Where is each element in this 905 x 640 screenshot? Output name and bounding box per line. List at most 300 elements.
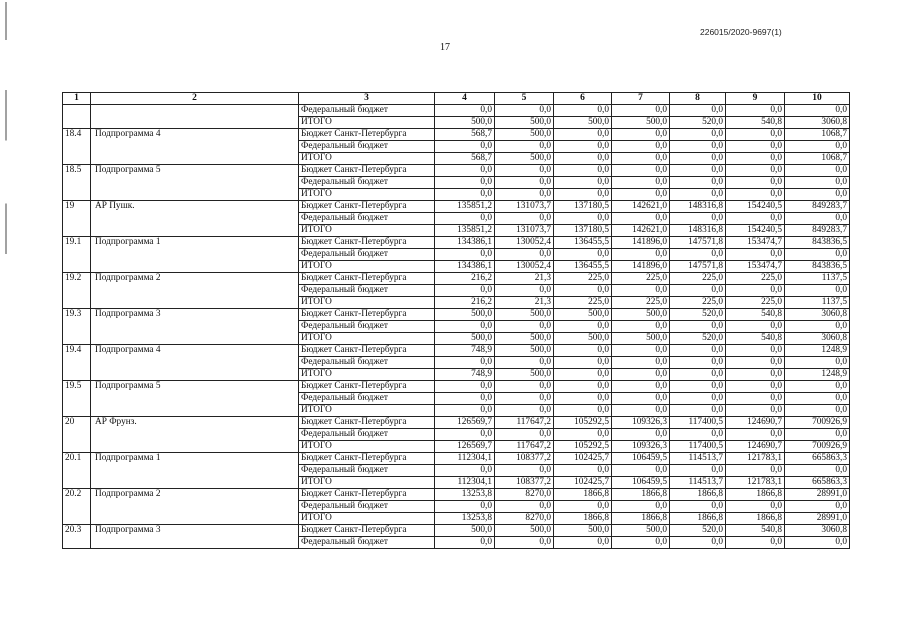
funding-source-cell: Бюджет Санкт-Петербурга [299,453,435,465]
value-cell: 0,0 [495,177,554,189]
value-cell: 0,0 [435,501,495,513]
funding-source-cell: Федеральный бюджет [299,285,435,297]
value-cell: 0,0 [495,537,554,549]
value-cell: 0,0 [554,345,612,357]
value-cell: 0,0 [554,189,612,201]
value-cell: 500,0 [435,117,495,129]
funding-source-cell: Бюджет Санкт-Петербурга [299,165,435,177]
value-cell: 130052,4 [495,261,554,273]
funding-source-cell: ИТОГО [299,477,435,489]
value-cell: 0,0 [495,321,554,333]
value-cell: 0,0 [554,465,612,477]
value-cell: 21,3 [495,297,554,309]
funding-source-cell: Федеральный бюджет [299,213,435,225]
value-cell: 500,0 [554,117,612,129]
value-cell: 141896,0 [612,237,670,249]
table-row [63,345,850,357]
column-header: 4 [435,93,495,105]
value-cell: 148316,8 [670,225,726,237]
value-cell: 121783,1 [726,453,785,465]
value-cell: 0,0 [554,141,612,153]
value-cell: 1866,8 [554,489,612,501]
value-cell: 0,0 [612,141,670,153]
value-cell: 105292,5 [554,417,612,429]
funding-source-cell: ИТОГО [299,225,435,237]
value-cell: 0,0 [612,129,670,141]
value-cell: 0,0 [554,177,612,189]
program-name-cell: АР Пушк. [91,201,299,237]
table-row [63,165,850,177]
value-cell: 500,0 [435,333,495,345]
value-cell: 0,0 [726,213,785,225]
value-cell: 0,0 [612,285,670,297]
value-cell: 500,0 [495,117,554,129]
program-name-cell: Подпрограмма 3 [91,525,299,549]
table-row [63,489,850,501]
value-cell: 137180,5 [554,201,612,213]
value-cell: 0,0 [495,465,554,477]
value-cell: 0,0 [726,141,785,153]
value-cell: 0,0 [435,105,495,117]
value-cell: 0,0 [726,393,785,405]
value-cell: 0,0 [435,381,495,393]
value-cell: 0,0 [554,429,612,441]
value-cell: 1248,9 [785,345,850,357]
value-cell: 568,7 [435,153,495,165]
value-cell: 500,0 [495,525,554,537]
value-cell: 0,0 [726,165,785,177]
value-cell: 117647,2 [495,441,554,453]
value-cell: 216,2 [435,297,495,309]
row-number-cell: 19.5 [63,381,91,417]
program-name-cell: Подпрограмма 2 [91,273,299,309]
value-cell: 0,0 [554,105,612,117]
value-cell: 0,0 [726,249,785,261]
value-cell: 0,0 [670,213,726,225]
value-cell: 0,0 [670,537,726,549]
value-cell: 106459,5 [612,453,670,465]
value-cell: 0,0 [554,165,612,177]
value-cell: 134386,1 [435,237,495,249]
value-cell: 109326,3 [612,441,670,453]
scan-margin-mark [5,2,7,632]
value-cell: 0,0 [726,177,785,189]
value-cell: 0,0 [785,285,850,297]
value-cell: 0,0 [726,321,785,333]
column-header: 5 [495,93,554,105]
value-cell: 843836,5 [785,237,850,249]
value-cell: 0,0 [554,405,612,417]
value-cell: 0,0 [612,537,670,549]
value-cell: 0,0 [554,153,612,165]
funding-source-cell: ИТОГО [299,441,435,453]
funding-source-cell: Бюджет Санкт-Петербурга [299,417,435,429]
value-cell: 700926,9 [785,441,850,453]
row-number-cell: 20 [63,417,91,453]
funding-source-cell: Федеральный бюджет [299,357,435,369]
value-cell: 0,0 [554,213,612,225]
value-cell: 0,0 [435,465,495,477]
funding-source-cell: Бюджет Санкт-Петербурга [299,345,435,357]
value-cell: 0,0 [435,141,495,153]
value-cell: 0,0 [785,189,850,201]
value-cell: 148316,8 [670,201,726,213]
value-cell: 131073,7 [495,225,554,237]
value-cell: 0,0 [612,321,670,333]
value-cell: 108377,2 [495,453,554,465]
value-cell: 0,0 [612,105,670,117]
value-cell: 102425,7 [554,477,612,489]
program-name-cell: Подпрограмма 4 [91,129,299,165]
funding-source-cell: ИТОГО [299,405,435,417]
value-cell: 3060,8 [785,333,850,345]
value-cell: 0,0 [670,393,726,405]
value-cell: 0,0 [495,393,554,405]
program-name-cell [91,105,299,129]
value-cell: 1866,8 [726,513,785,525]
value-cell: 0,0 [435,249,495,261]
value-cell: 0,0 [435,213,495,225]
value-cell: 142621,0 [612,201,670,213]
value-cell: 8270,0 [495,513,554,525]
table-row [63,417,850,429]
funding-source-cell: Бюджет Санкт-Петербурга [299,489,435,501]
value-cell: 106459,5 [612,477,670,489]
value-cell: 0,0 [670,165,726,177]
value-cell: 500,0 [612,333,670,345]
value-cell: 500,0 [435,309,495,321]
funding-source-cell: ИТОГО [299,513,435,525]
page-number: 17 [440,42,450,53]
value-cell: 0,0 [670,189,726,201]
funding-source-cell: Федеральный бюджет [299,249,435,261]
value-cell: 0,0 [495,105,554,117]
funding-source-cell: Бюджет Санкт-Петербурга [299,381,435,393]
value-cell: 0,0 [554,501,612,513]
value-cell: 500,0 [495,369,554,381]
value-cell: 28991,0 [785,489,850,501]
value-cell: 0,0 [670,105,726,117]
value-cell: 225,0 [670,273,726,285]
value-cell: 520,0 [670,117,726,129]
value-cell: 0,0 [554,357,612,369]
document-code: 226015/2020-9697(1) [700,27,782,37]
value-cell: 141896,0 [612,261,670,273]
value-cell: 0,0 [612,369,670,381]
value-cell: 1866,8 [670,513,726,525]
funding-source-cell: Федеральный бюджет [299,321,435,333]
value-cell: 0,0 [612,357,670,369]
funding-source-cell: Бюджет Санкт-Петербурга [299,129,435,141]
value-cell: 0,0 [785,501,850,513]
value-cell: 0,0 [785,429,850,441]
funding-source-cell: Федеральный бюджет [299,141,435,153]
funding-source-cell: ИТОГО [299,117,435,129]
value-cell: 665863,3 [785,477,850,489]
table-row [63,273,850,285]
value-cell: 0,0 [435,321,495,333]
value-cell: 0,0 [495,189,554,201]
value-cell: 0,0 [726,405,785,417]
value-cell: 137180,5 [554,225,612,237]
value-cell: 154240,5 [726,201,785,213]
funding-source-cell: ИТОГО [299,297,435,309]
value-cell: 124690,7 [726,441,785,453]
value-cell: 0,0 [785,165,850,177]
value-cell: 0,0 [785,381,850,393]
row-number-cell: 20.1 [63,453,91,489]
value-cell: 225,0 [612,273,670,285]
value-cell: 3060,8 [785,525,850,537]
value-cell: 748,9 [435,345,495,357]
value-cell: 102425,7 [554,453,612,465]
value-cell: 3060,8 [785,309,850,321]
value-cell: 0,0 [670,357,726,369]
program-name-cell: Подпрограмма 5 [91,165,299,201]
value-cell: 0,0 [726,129,785,141]
value-cell: 117400,5 [670,417,726,429]
value-cell: 136455,5 [554,261,612,273]
value-cell: 0,0 [612,393,670,405]
value-cell: 0,0 [612,189,670,201]
row-number-cell: 19.2 [63,273,91,309]
funding-source-cell: Федеральный бюджет [299,501,435,513]
value-cell: 0,0 [554,381,612,393]
header-row [63,93,850,105]
value-cell: 520,0 [670,333,726,345]
value-cell: 748,9 [435,369,495,381]
value-cell: 0,0 [612,429,670,441]
value-cell: 0,0 [495,501,554,513]
row-number-cell: 19.4 [63,345,91,381]
value-cell: 225,0 [726,297,785,309]
value-cell: 849283,7 [785,201,850,213]
value-cell: 0,0 [554,285,612,297]
value-cell: 500,0 [495,309,554,321]
value-cell: 500,0 [554,309,612,321]
value-cell: 0,0 [612,465,670,477]
value-cell: 142621,0 [612,225,670,237]
value-cell: 0,0 [785,393,850,405]
value-cell: 136455,5 [554,237,612,249]
value-cell: 0,0 [670,381,726,393]
row-number-cell: 20.2 [63,489,91,525]
row-number-cell: 18.4 [63,129,91,165]
value-cell: 0,0 [785,357,850,369]
value-cell: 153474,7 [726,261,785,273]
value-cell: 126569,7 [435,441,495,453]
value-cell: 0,0 [495,213,554,225]
column-header: 8 [670,93,726,105]
value-cell: 0,0 [495,249,554,261]
value-cell: 153474,7 [726,237,785,249]
value-cell: 1866,8 [670,489,726,501]
value-cell: 0,0 [670,345,726,357]
value-cell: 500,0 [495,153,554,165]
value-cell: 0,0 [435,177,495,189]
value-cell: 0,0 [612,345,670,357]
value-cell: 108377,2 [495,477,554,489]
value-cell: 3060,8 [785,117,850,129]
value-cell: 112304,1 [435,477,495,489]
value-cell: 0,0 [726,357,785,369]
column-header: 7 [612,93,670,105]
value-cell: 0,0 [495,381,554,393]
value-cell: 0,0 [670,321,726,333]
row-number-cell [63,105,91,129]
value-cell: 225,0 [612,297,670,309]
value-cell: 0,0 [726,381,785,393]
program-name-cell: Подпрограмма 4 [91,345,299,381]
value-cell: 0,0 [785,249,850,261]
table-row [63,237,850,249]
value-cell: 0,0 [435,537,495,549]
value-cell: 0,0 [726,285,785,297]
value-cell: 216,2 [435,273,495,285]
value-cell: 700926,9 [785,417,850,429]
budget-table [62,92,850,549]
value-cell: 500,0 [554,525,612,537]
value-cell: 0,0 [726,189,785,201]
column-header: 10 [785,93,850,105]
value-cell: 225,0 [554,297,612,309]
value-cell: 0,0 [435,285,495,297]
value-cell: 0,0 [785,105,850,117]
program-name-cell: Подпрограмма 5 [91,381,299,417]
value-cell: 130052,4 [495,237,554,249]
funding-source-cell: Федеральный бюджет [299,429,435,441]
value-cell: 0,0 [612,153,670,165]
column-header: 9 [726,93,785,105]
value-cell: 540,8 [726,333,785,345]
value-cell: 0,0 [670,429,726,441]
value-cell: 0,0 [785,177,850,189]
value-cell: 0,0 [435,429,495,441]
table-row [63,105,850,117]
value-cell: 0,0 [726,429,785,441]
value-cell: 147571,8 [670,237,726,249]
value-cell: 1866,8 [612,513,670,525]
value-cell: 500,0 [495,345,554,357]
funding-source-cell: Бюджет Санкт-Петербурга [299,309,435,321]
value-cell: 0,0 [670,369,726,381]
value-cell: 0,0 [726,345,785,357]
value-cell: 0,0 [495,285,554,297]
value-cell: 134386,1 [435,261,495,273]
value-cell: 0,0 [435,393,495,405]
value-cell: 154240,5 [726,225,785,237]
value-cell: 0,0 [670,129,726,141]
value-cell: 540,8 [726,117,785,129]
value-cell: 1248,9 [785,369,850,381]
value-cell: 8270,0 [495,489,554,501]
value-cell: 1866,8 [554,513,612,525]
value-cell: 500,0 [495,129,554,141]
value-cell: 0,0 [670,153,726,165]
value-cell: 105292,5 [554,441,612,453]
value-cell: 131073,7 [495,201,554,213]
value-cell: 0,0 [670,465,726,477]
value-cell: 0,0 [554,369,612,381]
value-cell: 0,0 [612,165,670,177]
value-cell: 0,0 [670,285,726,297]
value-cell: 0,0 [726,501,785,513]
value-cell: 540,8 [726,309,785,321]
table-row [63,201,850,213]
program-name-cell: АР Фрунз. [91,417,299,453]
value-cell: 126569,7 [435,417,495,429]
value-cell: 0,0 [495,405,554,417]
funding-source-cell: Федеральный бюджет [299,177,435,189]
value-cell: 843836,5 [785,261,850,273]
funding-source-cell: ИТОГО [299,189,435,201]
program-name-cell: Подпрограмма 2 [91,489,299,525]
value-cell: 1137,5 [785,297,850,309]
value-cell: 13253,8 [435,489,495,501]
funding-source-cell: ИТОГО [299,369,435,381]
funding-source-cell: Бюджет Санкт-Петербурга [299,201,435,213]
value-cell: 0,0 [435,357,495,369]
table-body [63,105,850,549]
row-number-cell: 20.3 [63,525,91,549]
program-name-cell: Подпрограмма 1 [91,453,299,489]
column-header: 2 [91,93,299,105]
value-cell: 0,0 [495,357,554,369]
value-cell: 0,0 [726,153,785,165]
funding-source-cell: Федеральный бюджет [299,105,435,117]
value-cell: 0,0 [670,249,726,261]
value-cell: 0,0 [785,405,850,417]
value-cell: 109326,3 [612,417,670,429]
value-cell: 520,0 [670,525,726,537]
value-cell: 0,0 [726,105,785,117]
value-cell: 225,0 [554,273,612,285]
value-cell: 1137,5 [785,273,850,285]
value-cell: 1068,7 [785,129,850,141]
funding-source-cell: ИТОГО [299,261,435,273]
value-cell: 0,0 [554,249,612,261]
value-cell: 117400,5 [670,441,726,453]
value-cell: 1068,7 [785,153,850,165]
table-row [63,453,850,465]
value-cell: 0,0 [612,249,670,261]
table-row [63,381,850,393]
value-cell: 500,0 [495,333,554,345]
value-cell: 500,0 [612,525,670,537]
value-cell: 121783,1 [726,477,785,489]
table-row [63,525,850,537]
table-row [63,309,850,321]
value-cell: 135851,2 [435,201,495,213]
value-cell: 500,0 [435,525,495,537]
funding-source-cell: Бюджет Санкт-Петербурга [299,273,435,285]
value-cell: 0,0 [612,177,670,189]
funding-source-cell: ИТОГО [299,333,435,345]
value-cell: 0,0 [435,189,495,201]
funding-source-cell: Федеральный бюджет [299,537,435,549]
value-cell: 0,0 [670,501,726,513]
value-cell: 0,0 [785,141,850,153]
column-header: 3 [299,93,435,105]
value-cell: 0,0 [612,381,670,393]
value-cell: 0,0 [726,537,785,549]
value-cell: 147571,8 [670,261,726,273]
value-cell: 117647,2 [495,417,554,429]
row-number-cell: 19 [63,201,91,237]
value-cell: 540,8 [726,525,785,537]
funding-source-cell: ИТОГО [299,153,435,165]
value-cell: 0,0 [554,321,612,333]
